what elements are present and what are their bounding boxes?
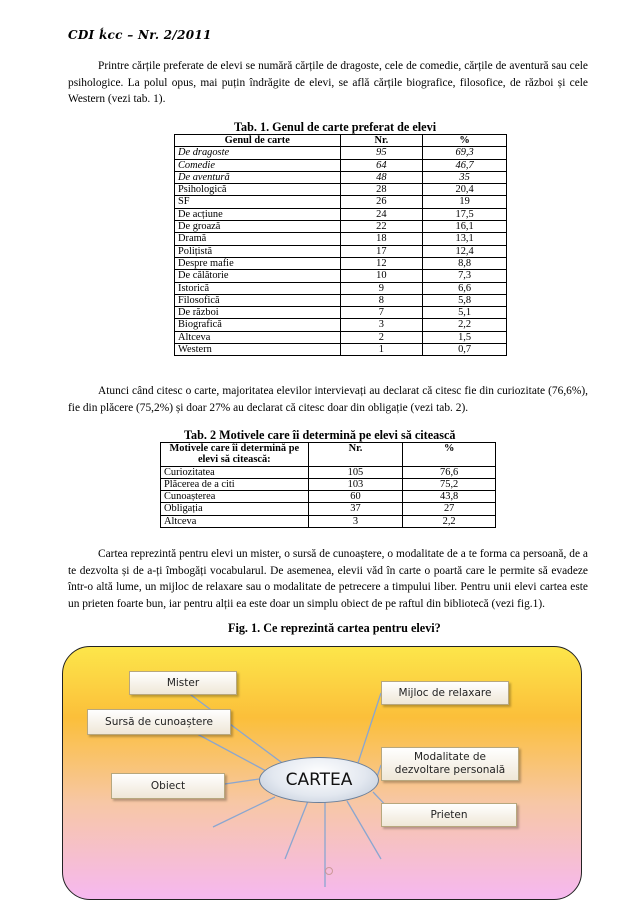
table-cell-label: De acțiune: [175, 208, 341, 220]
table-cell-label: Biografică: [175, 319, 341, 331]
table-cell-label: Obligația: [161, 503, 309, 515]
table-cell-percent: 2,2: [423, 319, 507, 331]
table2-header-reason: Motivele care îi determină pe elevi să citească:: [161, 443, 309, 467]
table-cell-percent: 19: [423, 196, 507, 208]
figure-book-meaning: [62, 646, 582, 900]
table-cell-percent: 7,3: [423, 270, 507, 282]
connector-empty-1: [213, 797, 275, 827]
table-cell-count: 37: [308, 503, 403, 515]
table-cell-percent: 16,1: [423, 221, 507, 233]
table-row: [175, 257, 507, 269]
table-cell-label: Plăcerea de a citi: [161, 478, 309, 490]
table-cell-count: 103: [308, 478, 403, 490]
table-row: [175, 344, 507, 356]
box-mijloc-relaxare: Mijloc de relaxare: [381, 681, 509, 705]
table-cell-count: 9: [340, 282, 423, 294]
table-cell-count: 26: [340, 196, 423, 208]
paragraph-meaning: Cartea reprezintă pentru elevi un mister, o sursă de cunoaștere, o modalitate de a te forma ca persoană, de a te dezvolta și de a-ți îmbogăți vocabularul. De asemenea, elevii văd în carte o poartă care le permite să evadeze într-o altă lume, un mijloc de relaxare sau o modalitate de petrecere a timpului liber. Pentru unii elevi cartea este un prieten foarte bun, iar pentru alții ea este doar un simplu obiect de pe raftul din bibliotecă (vezi fig.1).: [68, 548, 588, 610]
box-prieten: Prieten: [381, 803, 517, 827]
table-cell-percent: 46,7: [423, 159, 507, 171]
table-row: [175, 208, 507, 220]
table-row: [161, 491, 496, 503]
table-cell-label: Filosofică: [175, 294, 341, 306]
table1-caption: Tab. 1. Genul de carte preferat de elevi: [234, 120, 437, 134]
table-cell-count: 10: [340, 270, 423, 282]
table-cell-label: Dramă: [175, 233, 341, 245]
table-row: [175, 196, 507, 208]
table-row: [175, 319, 507, 331]
table-cell-label: SF: [175, 196, 341, 208]
table-row: [175, 331, 507, 343]
table-cell-count: 64: [340, 159, 423, 171]
table-cell-percent: 13,1: [423, 233, 507, 245]
table-cell-count: 12: [340, 257, 423, 269]
table-genres: [174, 134, 507, 356]
table-cell-percent: 17,5: [423, 208, 507, 220]
table-cell-percent: 69,3: [423, 147, 507, 159]
table-row: [161, 515, 496, 527]
table-row: [175, 294, 507, 306]
table-row: [175, 245, 507, 257]
table-cell-label: Altceva: [175, 331, 341, 343]
table-cell-label: Psihologică: [175, 184, 341, 196]
table-row: [175, 270, 507, 282]
table-cell-count: 3: [308, 515, 403, 527]
table-cell-count: 95: [340, 147, 423, 159]
table1-header-genre: Genul de carte: [175, 135, 341, 147]
table2-caption: Tab. 2 Motivele care îi determină pe elevi să citească: [184, 428, 456, 442]
table-cell-label: Curiozitatea: [161, 466, 309, 478]
table2-header-nr: Nr.: [308, 443, 403, 467]
table-row: [175, 307, 507, 319]
table-cell-label: De dragoste: [175, 147, 341, 159]
box-obiect: Obiect: [111, 773, 225, 799]
table-cell-percent: 5,8: [423, 294, 507, 306]
table-cell-percent: 6,6: [423, 282, 507, 294]
table-cell-count: 8: [340, 294, 423, 306]
table1-header-nr: Nr.: [340, 135, 423, 147]
table-row: [175, 184, 507, 196]
table-cell-percent: 5,1: [423, 307, 507, 319]
table-row: [175, 233, 507, 245]
table-cell-percent: 1,5: [423, 331, 507, 343]
table-cell-label: De aventură: [175, 171, 341, 183]
table-cell-count: 24: [340, 208, 423, 220]
page-header: CDI ḱcc – Nr. 2/2011: [68, 28, 212, 42]
table-cell-label: De război: [175, 307, 341, 319]
table-cell-percent: 20,4: [423, 184, 507, 196]
box-mister: Mister: [129, 671, 237, 695]
table1-header-percent: %: [423, 135, 507, 147]
table-cell-label: De groază: [175, 221, 341, 233]
table-cell-count: 105: [308, 466, 403, 478]
table-cell-label: Cunoașterea: [161, 491, 309, 503]
box-modalitate-dezvoltare: Modalitate de dezvoltare personală: [381, 747, 519, 781]
table-cell-label: Western: [175, 344, 341, 356]
table-cell-count: 17: [340, 245, 423, 257]
table-cell-percent: 35: [423, 171, 507, 183]
table-row: [161, 478, 496, 490]
small-circle: [325, 867, 333, 875]
paragraph-intro: Printre cărțile preferate de elevi se numără cărțile de dragoste, cele de comedie, cărțile de aventură sau cele psihologice. La polul opus, mai puțin îndrăgite de elevi, se află cărțile biografice, filosofice, de război și cele Western (vezi tab. 1).: [68, 60, 588, 106]
table-row: [161, 466, 496, 478]
table-cell-percent: 0,7: [423, 344, 507, 356]
table-cell-percent: 8,8: [423, 257, 507, 269]
connector-empty-4: [347, 801, 381, 859]
table-cell-percent: 12,4: [423, 245, 507, 257]
table-cell-label: Comedie: [175, 159, 341, 171]
table-cell-count: 48: [340, 171, 423, 183]
table-cell-label: Despre mafie: [175, 257, 341, 269]
table-cell-count: 60: [308, 491, 403, 503]
table-cell-count: 1: [340, 344, 423, 356]
center-node-cartea: CARTEA: [259, 757, 379, 803]
figure-caption: Fig. 1. Ce reprezintă cartea pentru elevi?: [228, 621, 441, 635]
connector-empty-2: [285, 801, 308, 859]
table-cell-count: 7: [340, 307, 423, 319]
table-cell-percent: 27: [403, 503, 496, 515]
table-cell-count: 28: [340, 184, 423, 196]
table-cell-percent: 43,8: [403, 491, 496, 503]
table-row: [175, 159, 507, 171]
table2-header-percent: %: [403, 443, 496, 467]
table-row: [175, 171, 507, 183]
table-row: [175, 147, 507, 159]
table-cell-percent: 76,6: [403, 466, 496, 478]
table-cell-percent: 75,2: [403, 478, 496, 490]
paragraph-reasons: Atunci când citesc o carte, majoritatea elevilor intervievați au declarat că citesc fie din curiozitate (76,6%), fie din plăcere (75,2%) și doar 27% au declarat că citesc doar din obligație (vezi tab. 2).: [68, 385, 588, 414]
box-sursa-cunoastere: Sursă de cunoaștere: [87, 709, 231, 735]
table-cell-count: 2: [340, 331, 423, 343]
table-cell-count: 22: [340, 221, 423, 233]
table-cell-label: Polițistă: [175, 245, 341, 257]
table-cell-label: Istorică: [175, 282, 341, 294]
table-cell-percent: 2,2: [403, 515, 496, 527]
table-cell-label: Altceva: [161, 515, 309, 527]
table-row: [175, 282, 507, 294]
table-cell-count: 18: [340, 233, 423, 245]
table-cell-count: 3: [340, 319, 423, 331]
table-row: [175, 221, 507, 233]
connector-mijloc: [358, 693, 381, 763]
table-row: [161, 503, 496, 515]
table-reasons: [160, 442, 496, 528]
table-cell-label: De călătorie: [175, 270, 341, 282]
